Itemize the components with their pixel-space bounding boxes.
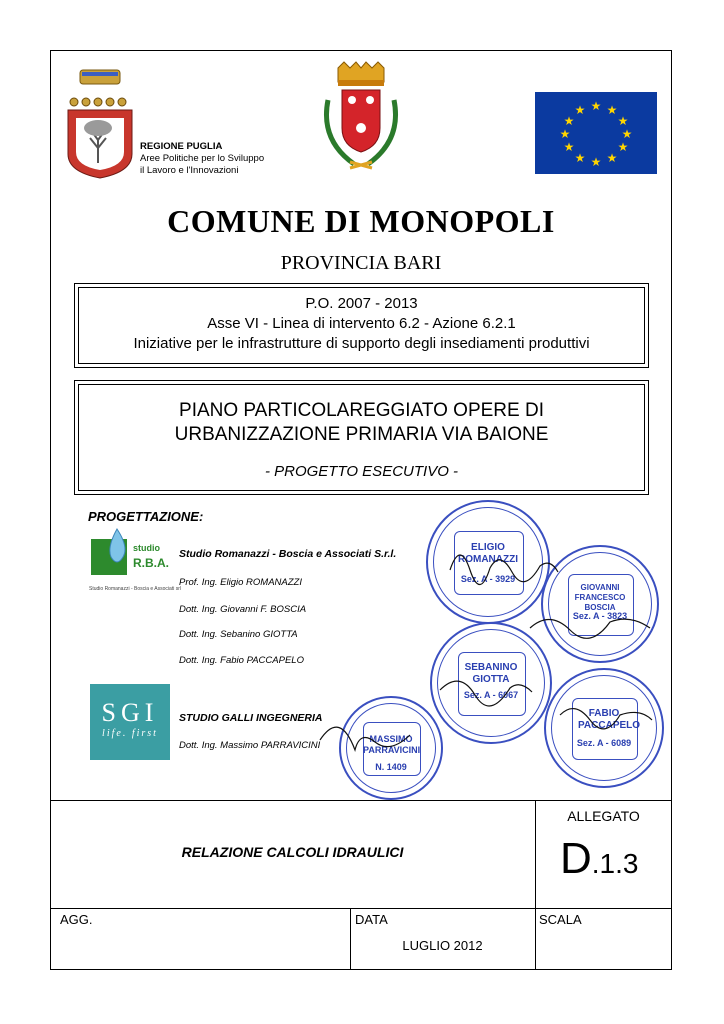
region-name: REGIONE PUGLIA bbox=[140, 141, 223, 152]
monopoli-coat-of-arms bbox=[314, 60, 408, 172]
regione-puglia-emblem bbox=[64, 68, 136, 180]
allegato-label: ALLEGATO bbox=[567, 808, 640, 824]
svg-text:★: ★ bbox=[574, 103, 586, 117]
stamp-giotta-number: Sez. A - 6067 bbox=[463, 690, 519, 700]
stamp-boscia-name: GIOVANNI FRANCESCO BOSCIA bbox=[574, 583, 626, 612]
agg-label: AGG. bbox=[60, 912, 93, 927]
rba-caption: Studio Romanazzi - Boscia e Associati srl bbox=[89, 586, 181, 592]
svg-text:studio: studio bbox=[133, 543, 160, 553]
svg-text:★: ★ bbox=[559, 127, 571, 141]
firm-2-name: STUDIO GALLI INGEGNERIA bbox=[179, 712, 323, 724]
eu-flag bbox=[535, 92, 657, 174]
person-paccapelo: Dott. Ing. Fabio PACCAPELO bbox=[179, 655, 304, 666]
svg-text:★: ★ bbox=[563, 140, 575, 154]
page-title: COMUNE DI MONOPOLI bbox=[167, 203, 555, 239]
svg-text:★: ★ bbox=[606, 103, 618, 117]
allegato-code-main: D bbox=[560, 834, 592, 883]
project-box bbox=[74, 380, 649, 495]
stamp-parravicini-number: N. 1409 bbox=[375, 762, 407, 772]
region-dept: Aree Politiche per lo Sviluppo bbox=[140, 153, 265, 164]
svg-text:★: ★ bbox=[617, 140, 629, 154]
stamp-parravicini-name: MASSIMO PARRAVICINI bbox=[363, 734, 421, 755]
footer-table bbox=[50, 800, 672, 970]
allegato-code-sub: .1.3 bbox=[591, 848, 639, 879]
stamp-paccapelo-number: Sez. A - 6089 bbox=[576, 738, 632, 748]
program-line-2: Asse VI - Linea di intervento 6.2 - Azione 6.2.1 bbox=[207, 315, 516, 332]
svg-text:★: ★ bbox=[590, 155, 602, 169]
person-boscia: Dott. Ing. Giovanni F. BOSCIA bbox=[179, 604, 307, 615]
sgi-tagline: life. first bbox=[102, 728, 158, 739]
svg-text:★: ★ bbox=[606, 151, 618, 165]
program-line-3: Iniziative per le infrastrutture di supporto degli insediamenti produttivi bbox=[133, 335, 590, 352]
person-parravicini: Dott. Ing. Massimo PARRAVICINI bbox=[179, 740, 321, 751]
data-label: DATA bbox=[355, 912, 388, 927]
sgi-logo-text: SGI bbox=[101, 698, 159, 727]
svg-text:★: ★ bbox=[574, 151, 586, 165]
project-line-2: URBANIZZAZIONE PRIMARIA VIA BAIONE bbox=[174, 424, 549, 445]
region-dept-2: il Lavoro e l'Innovazioni bbox=[140, 165, 239, 176]
project-phase: - PROGETTO ESECUTIVO - bbox=[264, 463, 459, 480]
svg-text:★: ★ bbox=[590, 99, 602, 113]
stamp-boscia-number: Sez. A - 3823 bbox=[572, 611, 628, 621]
program-line-1: P.O. 2007 - 2013 bbox=[305, 295, 418, 312]
svg-text:★: ★ bbox=[563, 114, 575, 128]
stamp-paccapelo-name: FABIO PACCAPELO bbox=[578, 708, 641, 731]
region-text bbox=[140, 141, 264, 177]
program-box bbox=[74, 283, 649, 368]
stamp-giotta-name: SEBANINO GIOTTA bbox=[464, 662, 518, 685]
scala-label: SCALA bbox=[539, 912, 582, 927]
allegato-code bbox=[560, 834, 638, 884]
document-title: RELAZIONE CALCOLI IDRAULICI bbox=[181, 844, 404, 860]
person-giotta: Dott. Ing. Sebanino GIOTTA bbox=[179, 629, 298, 640]
stamp-romanazzi-number: Sez. A - 3929 bbox=[460, 574, 516, 584]
data-value: LUGLIO 2012 bbox=[402, 938, 483, 953]
page-subtitle: PROVINCIA BARI bbox=[280, 252, 442, 274]
svg-text:★: ★ bbox=[617, 114, 629, 128]
svg-text:R.B.A.: R.B.A. bbox=[133, 556, 169, 570]
sgi-logo bbox=[90, 684, 170, 760]
signatures bbox=[300, 510, 672, 780]
project-line-1: PIANO PARTICOLAREGGIATO OPERE DI bbox=[179, 400, 544, 421]
design-heading: PROGETTAZIONE: bbox=[88, 509, 204, 524]
svg-text:★: ★ bbox=[621, 127, 633, 141]
person-romanazzi: Prof. Ing. Eligio ROMANAZZI bbox=[179, 577, 303, 588]
firm-1-name: Studio Romanazzi - Boscia e Associati S.r.l. bbox=[179, 548, 397, 560]
stamp-romanazzi-name: ELIGIO ROMANAZZI bbox=[458, 542, 518, 565]
rba-logo bbox=[89, 527, 181, 592]
